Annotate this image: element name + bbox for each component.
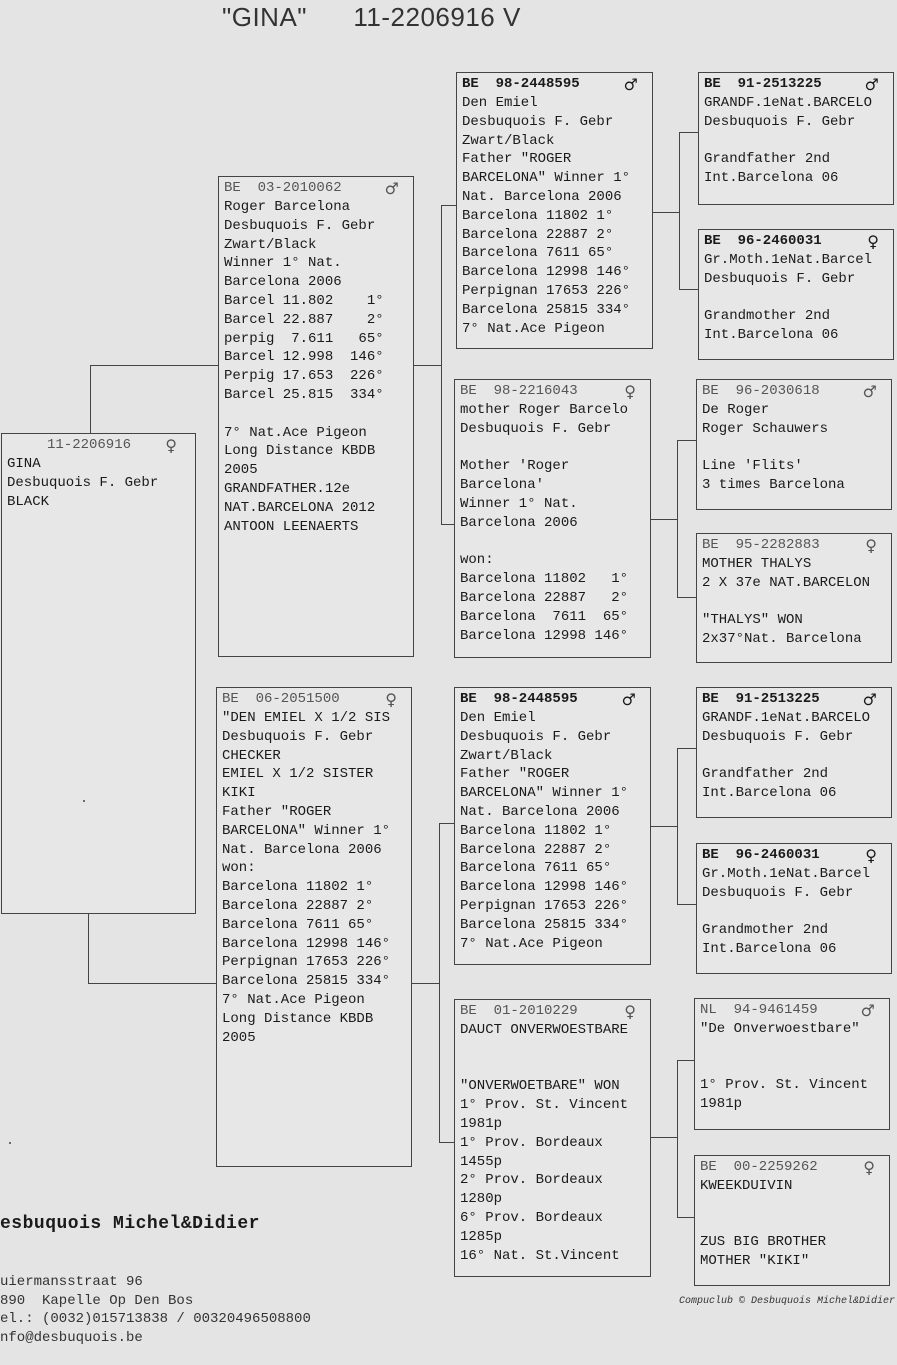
detail-line: 890 Kapelle Op Den Bos bbox=[0, 1292, 194, 1309]
detail-line: Barcelona 7611 65° bbox=[460, 860, 612, 877]
detail-line: Barcelona 22887 2° bbox=[460, 589, 629, 606]
detail-line bbox=[700, 1215, 885, 1234]
detail-line: Barcel 12.998 146° bbox=[224, 349, 384, 366]
detail-line bbox=[704, 289, 889, 308]
detail-line: Barcelona 11802 1° bbox=[460, 571, 629, 588]
detail-line: Desbuquois F. Gebr bbox=[702, 728, 854, 745]
ring-number: BE 03-2010062 bbox=[224, 180, 342, 196]
detail-line: Desbuquois F. Gebr bbox=[7, 474, 159, 491]
detail-line: Int.Barcelona 06 bbox=[704, 170, 839, 187]
detail-line: mother Roger Barcelo bbox=[460, 402, 629, 418]
detail-line: Desbuquois F. Gebr bbox=[222, 728, 374, 745]
male-icon: ♂ bbox=[864, 75, 879, 94]
ring-number: 11-2206916 bbox=[47, 437, 132, 453]
detail-line: NAT.BARCELONA 2012 bbox=[224, 499, 376, 516]
detail-line bbox=[704, 132, 889, 151]
detail-line bbox=[702, 593, 887, 612]
paternal-grandmother-box bbox=[454, 379, 651, 658]
connector bbox=[652, 212, 679, 214]
detail-line: Zwart/Black bbox=[462, 132, 555, 149]
detail-line: ANTOON LEENAERTS bbox=[224, 518, 359, 535]
detail-line: "ONVERWOETBARE" WON bbox=[460, 1078, 620, 1095]
detail-line: Zwart/Black bbox=[460, 747, 553, 764]
detail-line: Long Distance KBDB bbox=[222, 1010, 374, 1027]
detail-line: KIKI bbox=[222, 785, 256, 802]
mother-box bbox=[216, 687, 412, 1167]
father-box bbox=[218, 176, 414, 657]
detail-line: Desbuquois F. Gebr bbox=[704, 113, 856, 130]
detail-line bbox=[460, 1059, 646, 1078]
ring-number: BE 01-2010229 bbox=[460, 1003, 578, 1019]
detail-line: Desbuquois F. Gebr bbox=[460, 420, 612, 437]
detail-line: Line 'Flits' bbox=[702, 458, 803, 475]
detail-line: 1° Prov. St. Vincent bbox=[700, 1077, 869, 1094]
pigeon-details bbox=[222, 709, 407, 1047]
detail-line: Barcelona 11802 1° bbox=[462, 207, 614, 224]
pigeon-details bbox=[704, 94, 889, 188]
detail-line: 1981p bbox=[700, 1096, 743, 1113]
detail-line: BARCELONA" Winner 1° bbox=[222, 822, 391, 839]
female-icon: ♀ bbox=[624, 382, 636, 401]
detail-line: De Roger bbox=[702, 402, 770, 418]
detail-line: el.: (0032)015713838 / 00320496508800 bbox=[0, 1311, 311, 1327]
detail-line bbox=[702, 747, 887, 766]
detail-line: Roger Schauwers bbox=[702, 420, 829, 437]
ff-father-box bbox=[698, 72, 894, 205]
maternal-grandmother-box bbox=[454, 999, 651, 1277]
detail-line: 2x37°Nat. Barcelona bbox=[702, 631, 862, 648]
detail-line: "DEN EMIEL X 1/2 SIS bbox=[222, 710, 391, 726]
mm-mother-box bbox=[694, 1155, 890, 1286]
fm-father-box bbox=[696, 379, 892, 510]
mf-mother-box bbox=[696, 843, 892, 974]
detail-line: Gr.Moth.1eNat.Barcel bbox=[704, 252, 873, 268]
detail-line: Barcel 22.887 2° bbox=[224, 311, 384, 328]
detail-line: Int.Barcelona 06 bbox=[702, 941, 837, 958]
detail-line: Roger Barcelona bbox=[224, 199, 351, 215]
detail-line: 1455p bbox=[460, 1153, 503, 1170]
detail-line: Barcelona 12998 146° bbox=[222, 935, 391, 952]
connector bbox=[677, 440, 697, 598]
detail-line: GRANDFATHER.12e bbox=[224, 480, 351, 497]
connector bbox=[650, 826, 677, 828]
ring-number: BE 06-2051500 bbox=[222, 691, 340, 707]
ring-number: BE 96-2460031 bbox=[702, 847, 820, 863]
detail-line bbox=[460, 439, 646, 458]
ring-header bbox=[222, 690, 407, 709]
detail-line: Mother 'Roger bbox=[460, 458, 570, 475]
detail-line: Winner 1° Nat. bbox=[224, 255, 342, 272]
detail-line: EMIEL X 1/2 SISTER bbox=[222, 766, 374, 783]
pigeon-details bbox=[702, 401, 887, 495]
detail-line: Desbuquois F. Gebr bbox=[224, 217, 376, 234]
detail-line: 7° Nat.Ace Pigeon bbox=[460, 935, 603, 952]
mf-father-box bbox=[696, 687, 892, 818]
male-icon: ♂ bbox=[623, 75, 638, 94]
detail-line: GINA bbox=[7, 456, 41, 472]
detail-line: nfo@desbuquois.be bbox=[0, 1329, 143, 1346]
detail-line: Father "ROGER bbox=[460, 766, 570, 783]
detail-line: MOTHER THALYS bbox=[702, 556, 812, 572]
detail-line: 1285p bbox=[460, 1228, 503, 1245]
detail-line: Barcelona 2006 bbox=[460, 514, 578, 531]
detail-line: 1280p bbox=[460, 1191, 503, 1208]
detail-line bbox=[224, 405, 409, 424]
detail-line: KWEEKDUIVIN bbox=[700, 1178, 793, 1194]
pigeon-details bbox=[460, 1021, 646, 1265]
female-icon: ♀ bbox=[867, 232, 879, 251]
pigeon-details bbox=[224, 198, 409, 536]
detail-line: Barcelona 7611 65° bbox=[222, 916, 374, 933]
female-icon: ♀ bbox=[863, 1158, 875, 1177]
detail-line: 3 times Barcelona bbox=[702, 477, 845, 494]
pigeon-name: "GINA" bbox=[222, 2, 308, 32]
detail-line: MOTHER "KIKI" bbox=[700, 1253, 810, 1270]
detail-line: Barcelona 22887 2° bbox=[460, 841, 612, 858]
detail-line: Den Emiel bbox=[462, 95, 538, 111]
ring-header bbox=[7, 436, 191, 455]
detail-line: Perpig 17.653 226° bbox=[224, 368, 384, 385]
female-icon: ♀ bbox=[624, 1002, 636, 1021]
detail-line: Nat. Barcelona 2006 bbox=[462, 188, 622, 205]
pigeon-details bbox=[702, 555, 887, 649]
detail-line: Father "ROGER bbox=[462, 151, 572, 168]
detail-line: 1981p bbox=[460, 1115, 503, 1132]
pigeon-details bbox=[700, 1177, 885, 1271]
detail-line bbox=[460, 1040, 646, 1059]
male-icon: ♂ bbox=[862, 690, 877, 709]
male-icon: ♂ bbox=[621, 690, 636, 709]
ring-header bbox=[702, 536, 887, 555]
detail-line: uiermansstraat 96 bbox=[0, 1274, 143, 1290]
detail-line: Barcelona 2006 bbox=[224, 274, 342, 291]
detail-line: Barcelona 22887 2° bbox=[462, 226, 614, 243]
pigeon-details bbox=[462, 94, 648, 338]
detail-line: GRANDF.1eNat.BARCELO bbox=[704, 95, 873, 111]
maternal-grandfather-box bbox=[454, 687, 651, 965]
connector bbox=[650, 1137, 677, 1139]
connector bbox=[88, 913, 217, 984]
ring-header bbox=[702, 382, 887, 401]
connector bbox=[679, 132, 699, 290]
ring-number: BE 98-2448595 bbox=[460, 691, 578, 707]
breeder-info bbox=[0, 1175, 311, 1365]
detail-line: Nat. Barcelona 2006 bbox=[222, 841, 382, 858]
detail-line: won: bbox=[222, 860, 256, 877]
detail-line: Perpignan 17653 226° bbox=[462, 282, 631, 299]
ring-header bbox=[460, 382, 646, 401]
detail-line: Barcelona 11802 1° bbox=[460, 822, 612, 839]
pigeon-details bbox=[702, 709, 887, 803]
detail-line: Barcelona 7611 65° bbox=[462, 245, 614, 262]
detail-line: 2° Prov. Bordeaux bbox=[460, 1172, 603, 1189]
ring-header bbox=[460, 690, 646, 709]
detail-line bbox=[460, 533, 646, 552]
detail-line: Grandmother 2nd bbox=[704, 308, 831, 325]
ring-number: BE 95-2282883 bbox=[702, 537, 820, 553]
ring-number: BE 98-2448595 bbox=[462, 76, 580, 92]
female-icon: ♀ bbox=[865, 536, 877, 555]
detail-line: Grandmother 2nd bbox=[702, 922, 829, 939]
detail-line: 2005 bbox=[222, 1029, 256, 1046]
ring-header bbox=[702, 690, 887, 709]
detail-line: Int.Barcelona 06 bbox=[702, 785, 837, 802]
pigeon-details bbox=[7, 455, 191, 511]
detail-line bbox=[700, 1196, 885, 1215]
scan-speck bbox=[83, 800, 85, 802]
detail-line: perpig 7.611 65° bbox=[224, 330, 384, 347]
detail-line: 6° Prov. Bordeaux bbox=[460, 1209, 603, 1226]
detail-line: 2 X 37e NAT.BARCELON bbox=[702, 574, 871, 591]
detail-line: won: bbox=[460, 552, 494, 569]
ring-header bbox=[224, 179, 409, 198]
pigeon-details bbox=[702, 865, 887, 959]
detail-line: 1° Prov. St. Vincent bbox=[460, 1097, 629, 1114]
detail-line: Grandfather 2nd bbox=[702, 766, 829, 783]
detail-line: Barcelona 22887 2° bbox=[222, 897, 374, 914]
detail-line: Barcelona 12998 146° bbox=[460, 627, 629, 644]
software-credit: Compuclub © Desbuquois Michel&Didier bbox=[678, 1296, 895, 1307]
detail-line: Int.Barcelona 06 bbox=[704, 327, 839, 344]
detail-line: Desbuquois F. Gebr bbox=[704, 270, 856, 287]
ring-number: NL 94-9461459 bbox=[700, 1002, 818, 1018]
detail-line: Desbuquois F. Gebr bbox=[462, 113, 614, 130]
ring-header bbox=[704, 75, 889, 94]
male-icon: ♂ bbox=[384, 179, 399, 198]
detail-line: 1° Prov. Bordeaux bbox=[460, 1134, 603, 1151]
detail-line bbox=[700, 1039, 885, 1058]
ring-number: BE 91-2513225 bbox=[704, 76, 822, 92]
connector bbox=[439, 823, 455, 1143]
ring-number: BE 96-2030618 bbox=[702, 383, 820, 399]
detail-line: Long Distance KBDB bbox=[224, 443, 376, 460]
detail-line: Den Emiel bbox=[460, 710, 536, 726]
breeder-address bbox=[0, 1273, 311, 1347]
connector bbox=[650, 519, 677, 521]
detail-line: Barcelona 12998 146° bbox=[462, 264, 631, 281]
detail-line: Perpignan 17653 226° bbox=[460, 897, 629, 914]
ring-number: 11-2206916 V bbox=[353, 2, 521, 32]
ring-number: BE 91-2513225 bbox=[702, 691, 820, 707]
detail-line: Perpignan 17653 226° bbox=[222, 954, 391, 971]
pigeon-details bbox=[700, 1020, 885, 1114]
female-icon: ♀ bbox=[165, 436, 177, 455]
female-icon: ♀ bbox=[865, 846, 877, 865]
page-title bbox=[222, 2, 521, 33]
fm-mother-box bbox=[696, 533, 892, 663]
detail-line: Barcelona' bbox=[460, 477, 545, 494]
detail-line: Barcel 25.815 334° bbox=[224, 386, 384, 403]
detail-line: Grandfather 2nd bbox=[704, 151, 831, 168]
detail-line: 7° Nat.Ace Pigeon bbox=[462, 320, 605, 337]
detail-line: Gr.Moth.1eNat.Barcel bbox=[702, 866, 871, 882]
detail-line bbox=[702, 903, 887, 922]
mm-father-box bbox=[694, 998, 890, 1130]
ring-number: BE 00-2259262 bbox=[700, 1159, 818, 1175]
connector bbox=[90, 365, 219, 434]
detail-line: ZUS BIG BROTHER bbox=[700, 1234, 827, 1251]
scan-speck bbox=[9, 1142, 11, 1144]
female-icon: ♀ bbox=[385, 690, 397, 709]
ring-header bbox=[460, 1002, 646, 1021]
ring-header bbox=[704, 232, 889, 251]
ring-number: BE 98-2216043 bbox=[460, 383, 578, 399]
detail-line: Barcel 11.802 1° bbox=[224, 292, 384, 309]
detail-line: Desbuquois F. Gebr bbox=[702, 884, 854, 901]
detail-line: CHECKER bbox=[222, 747, 281, 764]
detail-line: GRANDF.1eNat.BARCELO bbox=[702, 710, 871, 726]
connector bbox=[413, 365, 441, 367]
detail-line: BARCELONA" Winner 1° bbox=[462, 170, 631, 187]
subject-pigeon-box bbox=[1, 433, 196, 914]
ring-header bbox=[700, 1158, 885, 1177]
detail-line: Desbuquois F. Gebr bbox=[460, 728, 612, 745]
detail-line: Father "ROGER bbox=[222, 803, 332, 820]
detail-line: "De Onverwoestbare" bbox=[700, 1021, 860, 1037]
ring-header bbox=[700, 1001, 885, 1020]
ring-header bbox=[462, 75, 648, 94]
detail-line bbox=[702, 439, 887, 458]
pigeon-details bbox=[460, 401, 646, 645]
detail-line: "THALYS" WON bbox=[702, 612, 803, 629]
ring-number: BE 96-2460031 bbox=[704, 233, 822, 249]
detail-line: Barcelona 25815 334° bbox=[462, 301, 631, 318]
male-icon: ♂ bbox=[860, 1001, 875, 1020]
detail-line: Barcelona 25815 334° bbox=[460, 916, 629, 933]
detail-line: BLACK bbox=[7, 493, 50, 510]
detail-line: 7° Nat.Ace Pigeon bbox=[222, 991, 365, 1008]
paternal-grandfather-box bbox=[456, 72, 653, 349]
detail-line: Barcelona 25815 334° bbox=[222, 973, 391, 990]
breeder-name: esbuquois Michel&Didier bbox=[0, 1214, 260, 1234]
detail-line: BARCELONA" Winner 1° bbox=[460, 785, 629, 802]
detail-line: 16° Nat. St.Vincent bbox=[460, 1247, 620, 1264]
ring-header bbox=[702, 846, 887, 865]
detail-line: Barcelona 11802 1° bbox=[222, 879, 374, 896]
detail-line: Zwart/Black bbox=[224, 236, 317, 253]
ff-mother-box bbox=[698, 229, 894, 360]
detail-line: Barcelona 12998 146° bbox=[460, 879, 629, 896]
detail-line bbox=[700, 1058, 885, 1077]
detail-line: Nat. Barcelona 2006 bbox=[460, 803, 620, 820]
connector bbox=[677, 748, 697, 905]
detail-line: Winner 1° Nat. bbox=[460, 495, 578, 512]
connector bbox=[411, 983, 439, 985]
detail-line: DAUCT ONVERWOESTBARE bbox=[460, 1022, 629, 1038]
pigeon-details bbox=[704, 251, 889, 345]
detail-line: Barcelona 7611 65° bbox=[460, 608, 629, 625]
detail-line: 7° Nat.Ace Pigeon bbox=[224, 424, 367, 441]
detail-line: 2005 bbox=[224, 462, 258, 479]
pigeon-details bbox=[460, 709, 646, 953]
male-icon: ♂ bbox=[862, 382, 877, 401]
